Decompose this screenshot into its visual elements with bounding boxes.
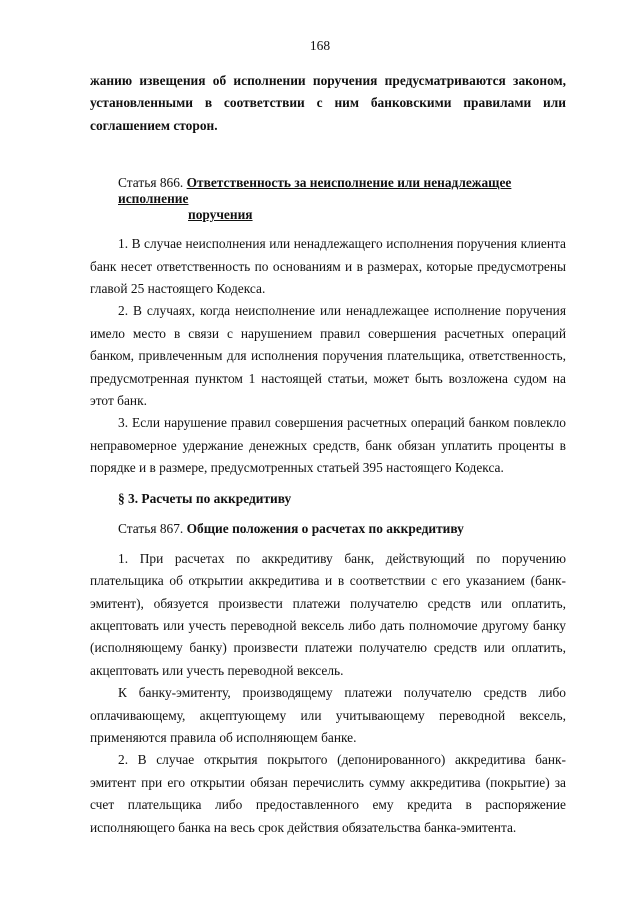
intro-paragraph: жанию извещения об исполнении поручения предусматриваются законом, установленными в соответствии с ним банковскими правилами или соглашением сторон. <box>90 73 566 133</box>
article-866-paragraph-3: 3. Если нарушение правил совершения расчетных операций банком повлекло неправомерное удержание денежных средств, банк обязан уплатить проценты в порядке и в размере, предусмотренных статьей 395 настоящего Кодекса. <box>90 415 566 476</box>
section-3-title: § 3. Расчеты по аккредитиву <box>118 490 292 506</box>
article-867-title: Общие положения о расчетах по аккредитиву <box>186 520 464 536</box>
article-866-heading <box>90 175 566 223</box>
article-867-heading <box>90 518 566 540</box>
article-867-label: Статья 867. <box>118 520 184 536</box>
article-867-paragraph-2: К банку-эмитенту, производящему платежи получателю средств либо оплачивающему, акцептующему или учитывающему переводной вексель, применяются правила об исполняющем банке. <box>90 685 566 745</box>
page-body <box>90 70 566 839</box>
page-number: 168 <box>309 38 331 53</box>
article-867-paragraph-3: 2. В случае открытия покрытого (депонированного) аккредитива банк-эмитент при его открытии обязан перечислить сумму аккредитива (покрытие) за счет плательщика либо предоставленного ему кредита в распоряжение исполняющего банка на весь срок действия обязательства банка-эмитента. <box>90 752 566 835</box>
article-866-title: Ответственность за неисполнение или ненадлежащее исполнение <box>118 175 512 207</box>
article-866-title-line2: поручения <box>188 207 253 223</box>
article-866-paragraph-2: 2. В случаях, когда неисполнение или ненадлежащее исполнение поручения имело место в связи с нарушением правил совершения расчетных операций банком, привлеченным для исполнения поручения плательщика, ответственность, предусмотренная пунктом 1 настоящей статьи, может быть возложена судом на этот банк. <box>90 303 566 409</box>
article-866-paragraph-1: 1. В случае неисполнения или ненадлежащего исполнения поручения клиента банк несет ответственность по основаниям и в размерах, которые предусмотрены главой 25 настоящего Кодекса. <box>90 236 566 297</box>
article-867-paragraph-1: 1. При расчетах по аккредитиву банк, действующий по поручению плательщика об открытии аккредитива и в соответствии с его указанием (банк-эмитент), обязуется произвести платежи получателю средств или оплатить, акцептовать или учесть переводной вексель либо дать полномочие другому банку (исполняющему банку) произвести платежи получателю средств или оплатить, акцептовать или учесть переводной вексель. <box>90 550 566 678</box>
article-866-label: Статья 866. <box>118 175 184 191</box>
